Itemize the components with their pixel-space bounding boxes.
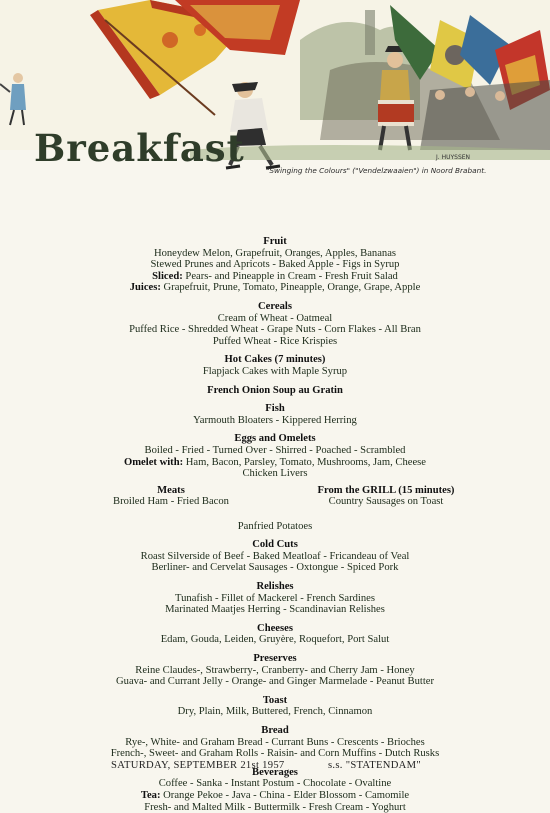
section-title: Cold Cuts <box>252 539 298 551</box>
menu-line: Coffee - Sanka - Instant Postum - Chocolate - Ovaltine <box>158 778 392 790</box>
menu-line: Reine Claudes-, Strawberry-, Cranberry- and Cherry Jam - Honey <box>135 664 415 676</box>
section-title: Fish <box>265 403 285 415</box>
section-title: Eggs and Omelets <box>234 433 316 445</box>
menu-line-label: Sliced: <box>152 270 186 282</box>
menu-line <box>0 457 550 469</box>
section-title: Fruit <box>263 236 287 247</box>
menu-line-text: Pears- and Pineapple in Cream - Fresh Fruit Salad <box>185 270 398 282</box>
menu-line: Puffed Rice - Shredded Wheat - Grape Nuts - Corn Flakes - All Bran <box>129 324 421 336</box>
ship-name: s.s. "STATENDAM" <box>328 760 421 771</box>
section-title: Preserves <box>253 653 297 665</box>
menu-line: Tunafish - Fillet of Mackerel - French Sardines <box>175 592 375 604</box>
meats-column <box>96 485 246 508</box>
menu-line: Berliner- and Cervelat Sausages - Oxtongue - Spiced Pork <box>151 562 399 574</box>
menu-line: Cream of Wheat - Oatmeal <box>217 312 333 324</box>
menu-line: Boiled - Fried - Turned Over - Shirred - Poached - Scrambled <box>144 444 406 456</box>
section-title: Hot Cakes (7 minutes) <box>224 354 326 366</box>
menu-line: Honeydew Melon, Grapefruit, Oranges, Apples, Bananas <box>153 247 397 259</box>
menu-line: Broiled Ham - Fried Bacon <box>113 496 229 508</box>
menu-line: Yarmouth Bloaters - Kippered Herring <box>193 414 357 426</box>
menu-line: French-, Sweet- and Graham Rolls - Raisin- and Corn Muffins - Dutch Rusks <box>110 748 440 760</box>
menu-line: Country Sausages on Toast <box>328 496 444 508</box>
section-title: Relishes <box>256 581 294 593</box>
menu-line: Puffed Wheat - Rice Krispies <box>212 335 338 347</box>
section-title: Beverages <box>252 766 298 778</box>
menu-line: Fresh- and Malted Milk - Buttermilk - Fresh Cream - Yoghurt <box>144 801 406 813</box>
menu-line <box>0 790 550 802</box>
section-title: Cereals <box>258 300 292 312</box>
menu-line-label: Omelet with: <box>123 456 186 468</box>
section-title: From the GRILL (15 minutes) <box>317 484 455 496</box>
section-title: Cheeses <box>257 622 293 634</box>
menu-line-text: Ham, Bacon, Parsley, Tomato, Mushrooms, Jam, Cheese <box>185 456 426 468</box>
artist-signature: J. HUYSSEN <box>436 154 471 161</box>
meats-grill-columns <box>0 485 550 515</box>
grill-column <box>306 485 466 508</box>
menu-line: Panfried Potatoes <box>237 520 313 532</box>
menu-line: Edam, Gouda, Leiden, Gruyère, Roquefort, Port Salut <box>160 634 390 646</box>
menu-line-text: Grapefruit, Prune, Tomato, Pineapple, Orange, Grape, Apple <box>163 282 421 294</box>
page-title: Breakfast <box>34 126 245 170</box>
menu-line <box>0 271 550 283</box>
menu-line: Chicken Livers <box>242 468 308 480</box>
menu-line-label: Tea: <box>140 789 164 801</box>
menu-line: Rye-, White- and Graham Bread - Currant Buns - Crescents - Brioches <box>125 736 425 748</box>
menu-line: Guava- and Currant Jelly - Orange- and Ginger Marmelade - Peanut Butter <box>116 676 434 688</box>
menu-body <box>0 236 550 813</box>
menu-line-text: Orange Pekoe - Java - China - Elder Blossom - Camomile <box>163 789 410 801</box>
menu-line: Flapjack Cakes with Maple Syrup <box>202 365 348 377</box>
menu-line: Stewed Prunes and Apricots - Baked Apple - Figs in Syrup <box>150 259 400 271</box>
menu-date: SATURDAY, SEPTEMBER 21st 1957 <box>111 760 285 771</box>
section-title: Meats <box>157 484 185 496</box>
menu-line: Dry, Plain, Milk, Buttered, French, Cinnamon <box>177 706 373 718</box>
menu-line: Roast Silverside of Beef - Baked Meatloaf - Fricandeau of Veal <box>140 550 410 562</box>
section-title: Bread <box>261 725 289 736</box>
section-title: Toast <box>262 694 288 706</box>
section-title: French Onion Soup au Gratin <box>207 384 343 396</box>
menu-line: Marinated Maatjes Herring - Scandinavian Relishes <box>165 604 385 616</box>
menu-line <box>0 282 550 294</box>
menu-line-label: Juices: <box>129 282 164 294</box>
illustration-caption: "Swinging the Colours" ("Vendelzwaaien") in Noord Brabant. <box>266 166 487 175</box>
